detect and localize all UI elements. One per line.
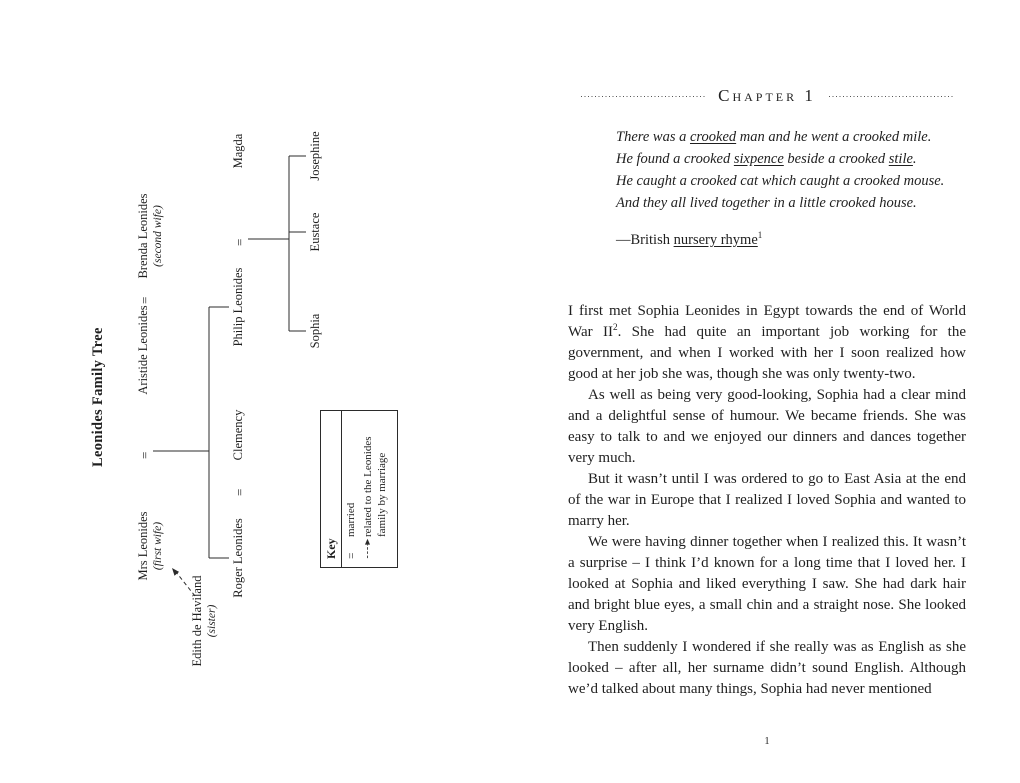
person-magda <box>231 125 246 177</box>
person-josephine <box>308 124 323 188</box>
person-name: Edith de Haviland <box>190 575 204 667</box>
tree-title: Leonides Family Tree <box>90 327 106 467</box>
page-number: 1 <box>764 736 770 747</box>
person-name: Magda <box>231 133 245 169</box>
person-aristide-leonides <box>136 301 151 399</box>
poem-line: He found a crooked sixpence beside a crooked stile. <box>616 151 917 167</box>
person-brenda-leonides <box>136 182 165 290</box>
key-box <box>320 410 398 568</box>
body-paragraph: I first met Sophia Leonides in Egypt towards the end of World War $II^2$. She had quite an important job working for the government, and when I worked with her I soon realized how good at her job she was, though she was only twenty-two. <box>568 303 966 382</box>
key-title: Key <box>321 411 342 567</box>
poem-line: He caught a crooked cat which caught a crooked mouse. <box>616 173 945 189</box>
person-name: Roger Leonides <box>231 518 245 598</box>
body-paragraph: As well as being very good-looking, Sophia had a clear mind and a delightful sense of humour. We became friends. She was easy to talk to and we enjoyed our dinners and dances together very much. <box>568 387 966 466</box>
marriage-equals: = <box>232 488 247 496</box>
person-name: Josephine <box>308 131 322 181</box>
chapter-heading-row <box>568 86 966 106</box>
body-paragraph: But it wasn’t until I was ordered to go to East Asia at the end of the war in Europe that I realized I loved Sophia and wanted to marry her. <box>568 471 966 529</box>
marriage-equals: = <box>232 238 247 246</box>
person-name: Brenda Leonides <box>136 193 150 279</box>
body-text <box>568 301 966 700</box>
key-married-symbol: = <box>346 552 358 559</box>
person-mrs-leonides <box>136 498 165 594</box>
key-related-label: related to the Leonides family by marriage <box>362 436 389 537</box>
dotted-leader-right <box>829 96 953 97</box>
person-name: Clemency <box>231 409 245 461</box>
person-philip-leonides <box>231 259 246 355</box>
chapter-heading: Chapter 1 <box>718 86 816 105</box>
person-clemency <box>231 401 246 469</box>
body-paragraph: Then suddenly I wondered if she really was as English as she looked – after all, her surname didn’t sound English. Although we’d talked about many things, Sophia had never mentioned <box>568 639 966 697</box>
person-name: Eustace <box>308 212 322 252</box>
key-married-label: married <box>345 502 357 537</box>
key-row-related <box>359 411 390 567</box>
person-name: Aristide Leonides <box>136 305 150 395</box>
marriage-equals: = <box>137 296 152 304</box>
person-roger-leonides <box>231 510 246 606</box>
person-name: Sophia <box>308 313 322 349</box>
marriage-equals: = <box>137 451 152 459</box>
chapter-page <box>568 86 966 700</box>
person-note: (second wife) <box>152 205 165 267</box>
person-name: Mrs Leonides <box>136 511 150 581</box>
epigraph-poem <box>616 126 966 214</box>
person-sophia <box>308 304 323 358</box>
dotted-leader-left <box>581 96 705 97</box>
person-note: (first wife) <box>152 521 165 571</box>
poem-line: There was a crooked man and he went a crooked mile. <box>616 129 932 145</box>
person-note: (sister) <box>206 604 219 638</box>
person-eustace <box>308 204 323 260</box>
body-paragraph: We were having dinner together when I realized this. It wasn’t a surprise – I think I’d known for a long time that I loved her. I looked at Sophia and liked everything I saw. She had dark hair and bright blue eyes, a small chin and a straight nose. She looked very English. <box>568 534 966 634</box>
person-name: Philip Leonides <box>231 267 245 347</box>
key-row-married <box>342 411 359 567</box>
poem-attribution: —British nursery rhyme$^1$ <box>616 230 763 248</box>
family-tree <box>92 90 402 680</box>
dashed-arrow-icon <box>362 537 376 559</box>
descent-lines <box>153 156 306 558</box>
poem-line: And they all lived together in a little crooked house. <box>616 195 917 211</box>
person-edith-de-haviland <box>190 566 219 676</box>
